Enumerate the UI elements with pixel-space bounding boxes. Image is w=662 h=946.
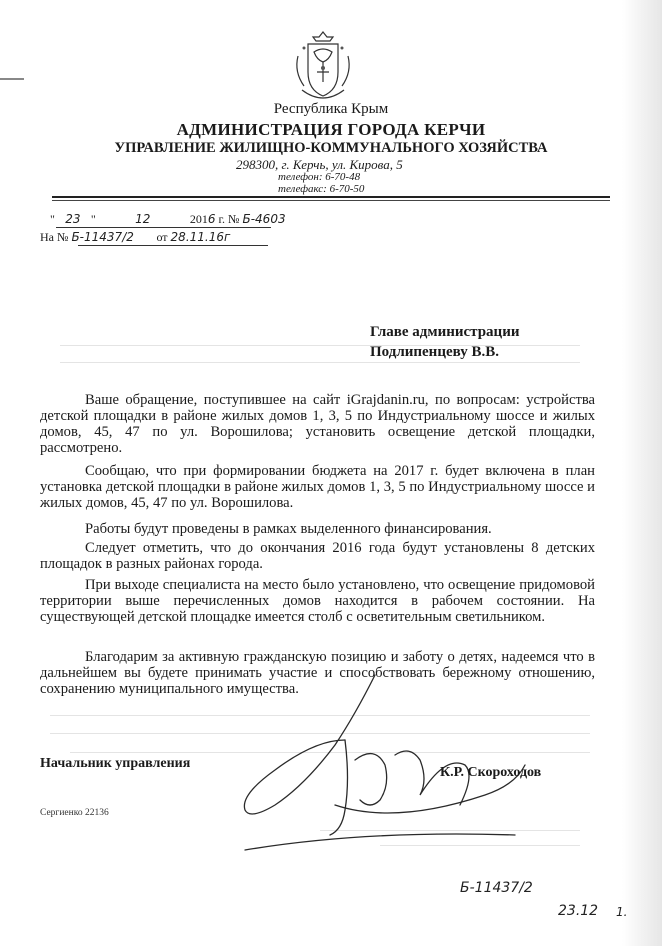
ref-label: На № <box>40 230 69 244</box>
paragraph-1: Ваше обращение, поступившее на сайт iGrajdanin.ru, по вопросам: устройства детской площадки в районе жилых домов 1, 3, 5 по Индустриальному шоссе и жилых домов, 45, 47 по ул. Ворошилова; установить освещение детской площадки, рассмотрено. <box>40 392 595 456</box>
paragraph-4: Следует отметить, что до окончания 2016 года будут установлены 8 детских площадок в разных районах города. <box>40 540 595 572</box>
region-name: Республика Крым <box>273 101 389 117</box>
reg-year-label: г. <box>218 212 226 226</box>
letterhead-rule-thin <box>52 200 610 201</box>
reg-day: 23 <box>65 212 81 226</box>
bleed-line <box>60 362 580 363</box>
department-name: УПРАВЛЕНИЕ ЖИЛИЩНО-КОММУНАЛЬНОГО ХОЗЯЙСТВА <box>114 140 548 156</box>
reg-number-label: № <box>228 212 240 226</box>
paragraph-3: Работы будут проведены в рамках выделенного финансирования. <box>85 521 492 537</box>
ref-from: от <box>156 230 168 244</box>
incoming-date: 23.12 <box>558 903 599 919</box>
executor: Сергиенко 22136 <box>40 808 109 818</box>
reg-year-suffix: 6 <box>207 212 216 226</box>
letterhead-rule <box>52 196 610 198</box>
bleed-line <box>60 345 580 346</box>
fax: телефакс: 6-70-50 <box>278 183 365 195</box>
address: 298300, г. Керчь, ул. Кирова, 5 <box>236 157 403 172</box>
paragraph-2: Сообщаю, что при формировании бюджета на 2017 г. будет включена в план установка детской площадки в районе жилых домов 1, 3, 5 по Индустриальному шоссе и жилых домов, 45, 47 по ул. Ворошилова. <box>40 463 595 511</box>
paragraph-6: Благодарим за активную гражданскую позицию и заботу о детях, надеемся что в дальнейшем вы будете принимать участие и способствовать бережному отношению, сохранению муниципального имущества. <box>40 649 595 697</box>
punch-mark <box>0 78 24 80</box>
incoming-number: Б-11437/2 <box>460 880 533 896</box>
reg-month: 12 <box>135 212 151 226</box>
outgoing-registration: " 23 " 12 2016 г. № Б-4603 <box>50 212 286 226</box>
reg-underline <box>56 227 271 228</box>
ref-date: 28.11.16г <box>170 230 231 244</box>
coat-of-arms-icon <box>292 28 354 106</box>
recipient-position: Главе администрации <box>370 324 520 340</box>
ref-number: Б-11437/2 <box>71 230 134 244</box>
paragraph-5: При выходе специалиста на место было установлено, что освещение придомовой территории выше перечисленных домов находится в рабочем состоянии. На существующей детской площадке имеется столб с осветительным светильником. <box>40 577 595 625</box>
ref-underline <box>78 245 268 246</box>
incoming-reference <box>40 230 230 245</box>
reg-year-prefix: 201 <box>189 212 208 226</box>
recipient-name: Подлипенцеву В.В. <box>370 344 499 360</box>
reg-number: Б-4603 <box>242 212 286 226</box>
page-mark: 1. <box>616 905 628 919</box>
signatory-title: Начальник управления <box>40 756 191 771</box>
signatory-name: К.Р. Скороходов <box>440 765 542 780</box>
administration-name: АДМИНИСТРАЦИЯ ГОРОДА КЕРЧИ <box>176 120 486 139</box>
phone: телефон: 6-70-48 <box>278 171 361 183</box>
